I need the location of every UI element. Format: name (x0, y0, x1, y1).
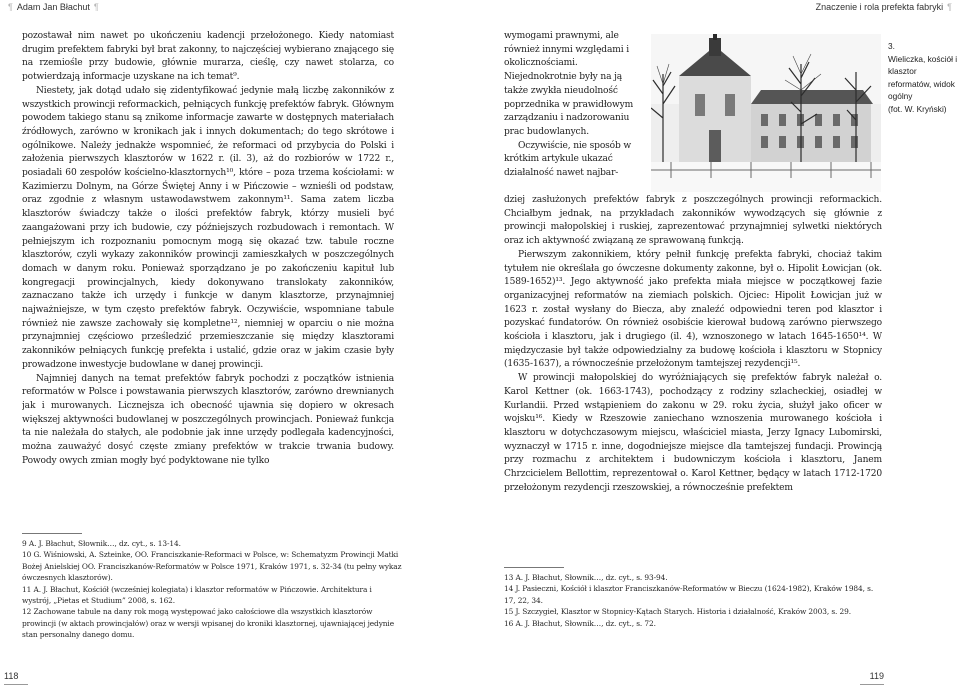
footnote: 10 G. Wiśniowski, A. Szteinke, OO. Franciszkanie-Reformaci w Polsce, w: Schematyzm Prowincji Matki Bożej Anielskiej OO. Franciszkanów-Reformatów w Polsce 1971, Kraków 1971, s. 32-34 (tu pełny wykaz ówczesnych klasztorów). (22, 550, 402, 583)
running-head-left (4, 0, 103, 14)
caption-credit: (fot. W. Kryński) (888, 103, 947, 114)
pilcrow-icon: ¶ (93, 2, 99, 12)
footnote: 15 J. Szczygieł, Klasztor w Stopnicy-Kątach Starych. Historia i działalność, Kraków 2003, s. 29. (504, 607, 851, 617)
footnote: 16 A. J. Błachut, Słownik…, dz. cyt., s. 72. (504, 618, 656, 628)
pilcrow-icon: ¶ (8, 2, 13, 12)
running-head-right (816, 0, 956, 14)
left-footnotes (22, 533, 402, 653)
paragraph: Pierwszym zakonnikiem, który pełnił funkcję prefekta fabryki, chociaż takim tytułem nie określała go ówczesne dokumenty zakonne, był o. Hipolit Łowicjan (ok. 1589-1652)¹³. Jego aktywność jako prefekta miała miejsce w początkowej fazie organizacyjnej reformatów na ziemiach polskich. Ojciec: Hipolit Łowicjan już w 1623 r. został wysłany do Biecza, aby znaleźć odpowiedni teren pod klasztor i pozyskać fundatorów. On również osobiście kierował budową zarówno pierwszego kościoła i klasztoru, jak i drugiego (il. 4), wznoszonego w latach 1645-1650¹⁴. W międzyczasie był także odpowiedzialny za budowę kościoła i klasztoru w Stopnicy (1635-1637), a równocześnie przełożonym tamtejszej rezydencji¹⁵. (504, 249, 882, 370)
photo-caption (888, 40, 958, 116)
footnote: 12 Zachowane tabule na dany rok mogą występować jako całościowe dla wszystkich klasztorów prowincji (w aktach prowincjałów) oraz w wersji wpisanej do kroniki klasztornej, ujawniającej jedynie stan personalny danego domu. (22, 607, 394, 640)
right-body-text (504, 194, 882, 566)
footnote-rule (22, 533, 82, 534)
caption-number: 3. (888, 41, 895, 51)
left-body-text (22, 30, 394, 530)
paragraph: W prowincji małopolskiej do wyróżniających się prefektów fabryk należał o. Karol Kettner (ok. 1663-1743), pochodzący z rodziny szlacheckiej, osiadłej w Kurlandii. Przed wstąpieniem do zakonu w 29. roku życia, służył jako oficer w wojsku¹⁶. Kiedy w Rzeszowie zaniechano wznoszenia murowanego kościoła i klasztoru w dotychczasowym miejscu, właściciel miasta, Jerzy Ignacy Lubomirski, wyznaczył w 1715 r. inne, dogodniejsze miejsce dla tamtejszej fundacji. Prowincją przy rozmachu z architektem i budowniczym kościoła i klasztoru, Janem Chrzcicielem Bellottim, reprezentował o. Karol Kettner, będący w latach 1712-1720 przełożonym rezydencji rzeszowskiej, a równocześnie prefektem (504, 373, 882, 493)
right-footnotes (504, 567, 884, 657)
footnote: 14 J. Pasieczni, Kościół i klasztor Franciszkanów-Reformatów w Bieczu (1624-1982), Kraków 1984, s. 17, 22, 34. (504, 584, 874, 605)
paragraph: wymogami prawnymi, ale również innymi względami i okolicznościami. Niejednokrotnie były na ją także zwykła nieudolność poprzednika w prawidłowym zarządzaniu i nadzorowaniu prac budowlanych. (504, 31, 634, 137)
folio-rule (4, 684, 28, 685)
paragraph: pozostawał nim nawet po ukończeniu kadencji przełożonego. Kiedy natomiast drugim prefektem fabryki był brat zakonny, to najczęściej wybierano znającego się na rzemiośle przy budowie, głównie murarza, cieślę, czy nawet stolarza, co potwierdzają informacje uzyskane na ich temat⁹. (22, 31, 394, 83)
page-number-left: 118 (4, 671, 19, 681)
footnote: 9 A. J. Błachut, Słownik…, dz. cyt., s. 13-14. (22, 539, 181, 548)
right-wrap-text (504, 30, 646, 194)
caption-text: Wieliczka, kościół i klasztor reformatów, widok ogólny (888, 53, 958, 102)
paragraph: Najmniej danych na temat prefektów fabryk pochodzi z początków istnienia reformatów w Polsce i powstawania pierwszych klasztorów, zarówno drewnianych jak i murowanych. Licznejsza ich obecność ujawnia się dopiero w okresach większej aktywności budowlanej w poszczególnych prowincjach. Ponieważ funkcja ta nie należała do stałych, ale podobnie jak inne urzędy podlegała kadencyjności, można zauważyć dosyć częste zmiany prefektów w trakcie trwania budowy. Powody owych zmian mogły być podyktowane nie tylko (22, 373, 394, 466)
right-page (480, 0, 960, 689)
author-name: Adam Jan Błachut (16, 2, 90, 12)
paragraph: Niestety, jak dotąd udało się zidentyfikować jedynie małą liczbę zakonników z wszystkich prowincji reformackich, pełniących funkcję prefektów fabryk. Głównym powodem takiego stanu są znikome informacje zawarte w dostępnych materiałach źródłowych, zarówno w kronikach jak i innych dokumentach; do tego skrótowe i ogólnikowe. Należy jednakże wspomnieć, że reformaci od przybycia do Polski i założenia pierwszych klasztorów w 1622 r. (il. 3), aż do rozbiorów w 1722 r., posiadali 60 zespołów kościelno-klasztornych¹⁰, które – poza trzema kościołami: w Kazimierzu Dolnym, na Górze Świętej Anny i w Pińczowie – wznieśli od podstaw, oraz zgodnie z własnym ustawodawstwem zakonnym¹¹. Sama zatem liczba klasztorów świadczy także o ilości prefektów fabryk, którzy musieli być zaangażowani przy ich budowie, czy późniejszych rozbudowach i remontach. W pełniejszym ich rozpoznaniu pomocnym mogą się okazać tzw. tabule roczne klasztorów, czyli wykazy zakonników prowincji zamieszkałych w poszczególnych domach w danym roku. Ponieważ sporządzano je po zakończeniu kapituł lub kongregacji prowincjalnych, kiedy dokonywano translokaty zakonników, zaznaczano także ich urzędy i funkcje w danym klasztorze, przynajmniej najważniejsze, w tym często prefektów fabryk. Oczywiście, wspomniane tabule również nie zawsze zachowały się kompletne¹², niemniej w oparciu o nie można przynajmniej częściowo prześledzić przemieszczanie się między klasztorami zakonników pełniących funkcję prefekta i ustalić, gdzie oraz w jakim czasie były prowadzone inwestycje budowlane w danej prowincji. (22, 85, 394, 370)
footnote: 11 A. J. Błachut, Kościół (wcześniej kolegiata) i klasztor reformatów w Pińczowie. Architektura i wystrój, „Pietas et Studium” 2008, s. 162. (22, 584, 372, 606)
paragraph: Oczywiście, nie sposób w krótkim artykule ukazać działalność nawet najbar- (504, 140, 632, 179)
footnote-rule (504, 567, 564, 568)
pilcrow-icon: ¶ (947, 2, 952, 12)
church-photo (651, 34, 881, 192)
folio-rule (860, 684, 884, 685)
chapter-title: Znaczenie i rola prefekta fabryki (815, 2, 944, 12)
page-number-right: 119 (869, 671, 884, 681)
paragraph: dziej zasłużonych prefektów fabryk z poszczególnych prowincji reformackich. Chciałbym jednak, na przykładach zakonników wywodzących się głównie z prowincji małopolskiej i ruskiej, zaprezentować przynajmniej sylwetki niektórych oraz ich aktywność związaną ze sprawowaną funkcją. (504, 195, 882, 247)
church-illustration (651, 34, 881, 192)
footnote: 13 A. J. Błachut, Słownik…, dz. cyt., s. 93-94. (504, 573, 668, 582)
